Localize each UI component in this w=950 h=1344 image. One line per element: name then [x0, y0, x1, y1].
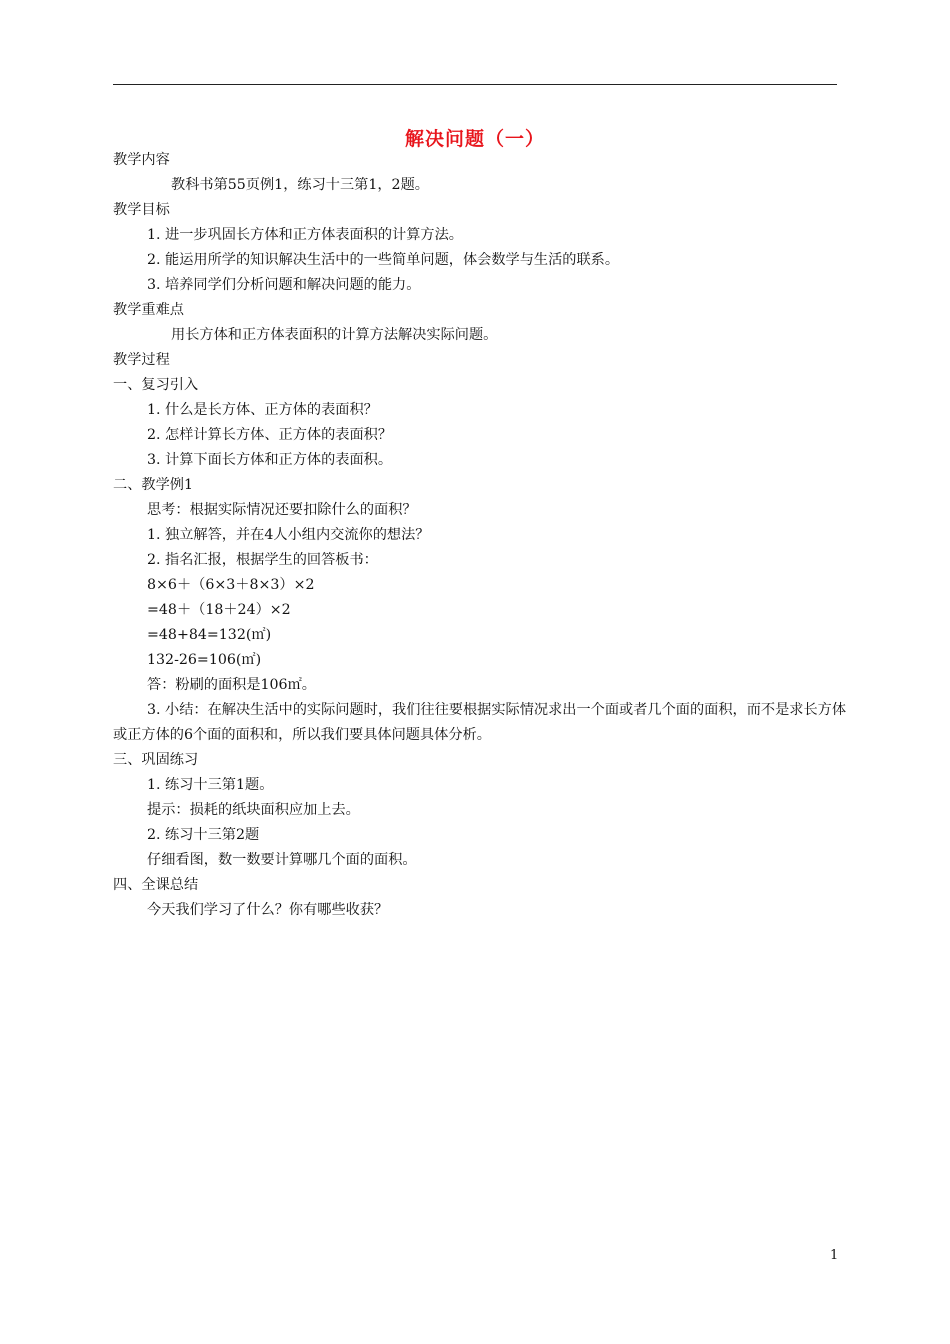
section-heading: 教学内容 [113, 152, 170, 168]
body-line: 用长方体和正方体表面积的计算方法解决实际问题。 [171, 327, 498, 343]
body-line: 2. 指名汇报，根据学生的回答板书： [147, 552, 378, 568]
header-rule [113, 84, 837, 85]
section-heading: 二、教学例1 [113, 477, 193, 493]
body-line: =48＋（18＋24）×2 [147, 602, 291, 618]
body-line: 8×6＋（6×3＋8×3）×2 [147, 577, 315, 593]
body-line: 今天我们学习了什么？你有哪些收获？ [147, 902, 389, 918]
body-line: 3. 计算下面长方体和正方体的表面积。 [147, 452, 393, 468]
body-line: 3. 小结：在解决生活中的实际问题时，我们往往要根据实际情况求出一个面或者几个面的面积，而不是求长方体或正方体的6个面的面积和，所以我们要具体问题具体分析。 [113, 702, 847, 743]
body-line: 仔细看图，数一数要计算哪几个面的面积。 [147, 852, 417, 868]
body-line: 1. 独立解答，并在4人小组内交流你的想法？ [147, 527, 430, 543]
body-line: 2. 能运用所学的知识解决生活中的一些简单问题，体会数学与生活的联系。 [147, 252, 620, 268]
body-line: 1. 进一步巩固长方体和正方体表面积的计算方法。 [147, 227, 463, 243]
body-line: 1. 练习十三第1题。 [147, 777, 274, 793]
document-body [113, 148, 853, 923]
section-heading: 教学重难点 [113, 302, 184, 318]
section-heading: 三、巩固练习 [113, 752, 199, 768]
section-heading: 教学目标 [113, 202, 170, 218]
body-line: 2. 怎样计算长方体、正方体的表面积？ [147, 427, 393, 443]
body-line: =48+84=132(㎡) [147, 627, 272, 643]
body-line: 答：粉刷的面积是106㎡。 [147, 677, 316, 693]
section-heading: 四、全课总结 [113, 877, 199, 893]
body-line: 提示：损耗的纸块面积应加上去。 [147, 802, 360, 818]
body-line: 思考：根据实际情况还要扣除什么的面积？ [147, 502, 417, 518]
section-heading: 教学过程 [113, 352, 170, 368]
section-heading: 一、复习引入 [113, 377, 199, 393]
page-number: 1 [830, 1248, 839, 1263]
body-line: 2. 练习十三第2题 [147, 827, 260, 843]
document-title: 解决问题（一） [404, 128, 545, 150]
body-line: 3. 培养同学们分析问题和解决问题的能力。 [147, 277, 421, 293]
body-line: 1. 什么是长方体、正方体的表面积？ [147, 402, 378, 418]
body-line: 132-26=106(㎡) [147, 652, 262, 668]
body-line: 教科书第55页例1，练习十三第1，2题。 [171, 177, 429, 193]
